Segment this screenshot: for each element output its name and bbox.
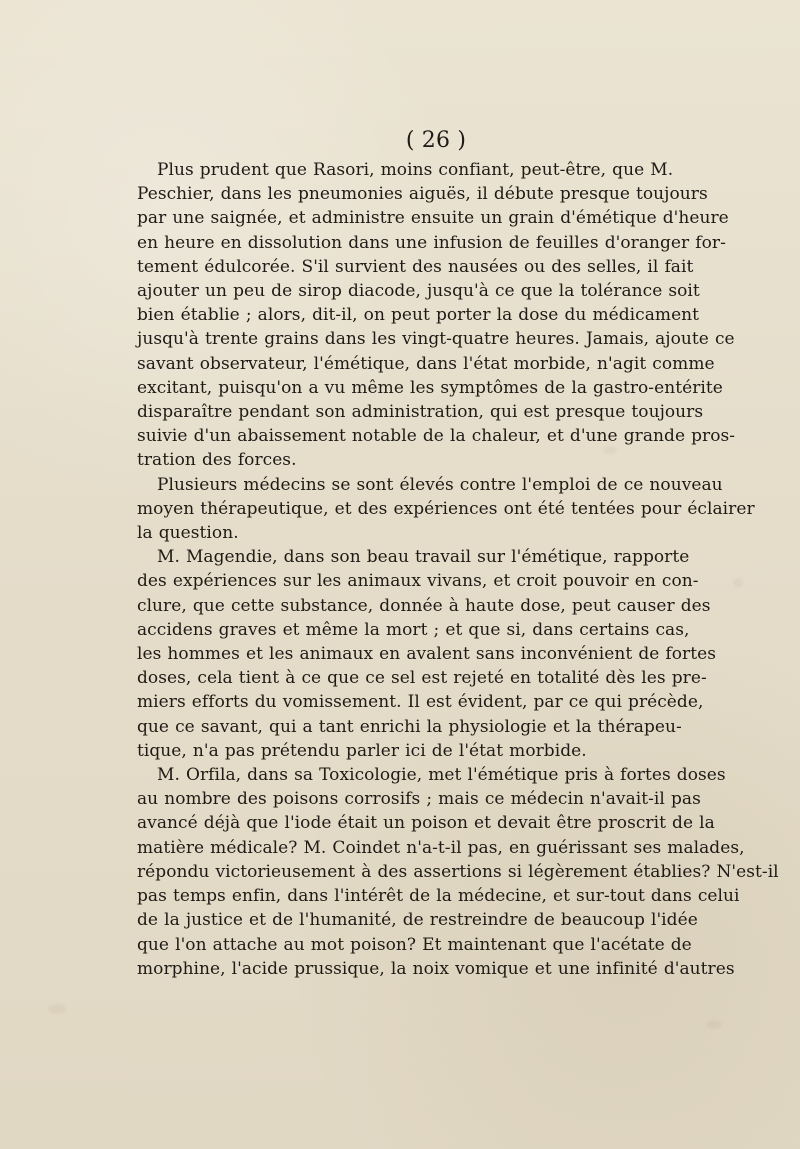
text-line: au nombre des poisons corrosifs ; mais ce médecin n'avait-il pas — [137, 789, 701, 810]
text-line: M. Orfila, dans sa Toxicologie, met l'émétique pris à fortes doses — [157, 765, 726, 786]
text-line: tement édulcorée. S'il survient des nausées ou des selles, il fait — [137, 256, 694, 277]
text-line: bien établie ; alors, dit-il, on peut porter la dose du médicament — [137, 305, 700, 326]
text-line: morphine, l'acide prussique, la noix vomique et une infinité d'autres — [137, 958, 735, 979]
text-line: tique, n'a pas prétendu parler ici de l'état morbide. — [137, 740, 587, 761]
text-line: répondu victorieusement à des assertions si légèrement établies? N'est-il — [137, 861, 779, 882]
paper-stain — [48, 1004, 66, 1014]
text-line: la question. — [137, 523, 239, 544]
text-line: que ce savant, qui a tant enrichi la physiologie et la thérapeu- — [137, 716, 682, 737]
text-line: jusqu'à trente grains dans les vingt-quatre heures. Jamais, ajoute ce — [137, 329, 735, 350]
text-line: matière médicale? M. Coindet n'a-t-il pas, en guérissant ses malades, — [137, 837, 745, 858]
text-line: pas temps enfin, dans l'intérêt de la médecine, et sur-tout dans celui — [137, 886, 740, 907]
text-line: avancé déjà que l'iode était un poison et devait être proscrit de la — [137, 813, 715, 834]
text-line: disparaître pendant son administration, qui est presque toujours — [137, 402, 704, 423]
text-line: tration des forces. — [137, 450, 297, 471]
text-line: accidens graves et même la mort ; et que si, dans certains cas, — [137, 619, 690, 640]
text-line: les hommes et les animaux en avalent sans inconvénient de fortes — [137, 644, 716, 665]
text-line: de la justice et de l'humanité, de restreindre de beaucoup l'idée — [137, 910, 698, 931]
text-line: que l'on attache au mot poison? Et maintenant que l'acétate de — [137, 934, 692, 955]
text-line: M. Magendie, dans son beau travail sur l'émétique, rapporte — [157, 547, 690, 568]
text-line: suivie d'un abaissement notable de la chaleur, et d'une grande pros- — [137, 426, 736, 447]
text-line: miers efforts du vomissement. Il est évident, par ce qui précède, — [137, 692, 704, 713]
text-line: excitant, puisqu'on a vu même les symptômes de la gastro-entérite — [137, 377, 723, 398]
text-line: des expériences sur les animaux vivans, et croit pouvoir en con- — [137, 571, 699, 592]
text-line: Plusieurs médecins se sont élevés contre l'emploi de ce nouveau — [157, 474, 723, 495]
text-line: Plus prudent que Rasori, moins confiant, peut-être, que M. — [157, 160, 674, 180]
text-line: Peschier, dans les pneumonies aiguës, il débute presque toujours — [137, 184, 708, 205]
text-line: doses, cela tient à ce que ce sel est rejeté en totalité dès les pre- — [137, 668, 707, 689]
paper-stain — [706, 1020, 722, 1029]
text-line: savant observateur, l'émétique, dans l'état morbide, n'agit comme — [137, 353, 715, 374]
paper-stain — [733, 578, 743, 588]
document-body — [137, 158, 779, 981]
text-line: en heure en dissolution dans une infusion de feuilles d'oranger for- — [137, 232, 726, 253]
text-line: par une saignée, et administre ensuite un grain d'émétique d'heure — [137, 208, 729, 229]
text-line: ajouter un peu de sirop diacode, jusqu'à ce que la tolérance soit — [137, 281, 700, 302]
text-line: moyen thérapeutique, et des expériences ont été tentées pour éclairer — [137, 498, 755, 519]
page-number: ( 26 ) — [405, 128, 467, 153]
text-line: clure, que cette substance, donnée à haute dose, peut causer des — [137, 595, 711, 616]
